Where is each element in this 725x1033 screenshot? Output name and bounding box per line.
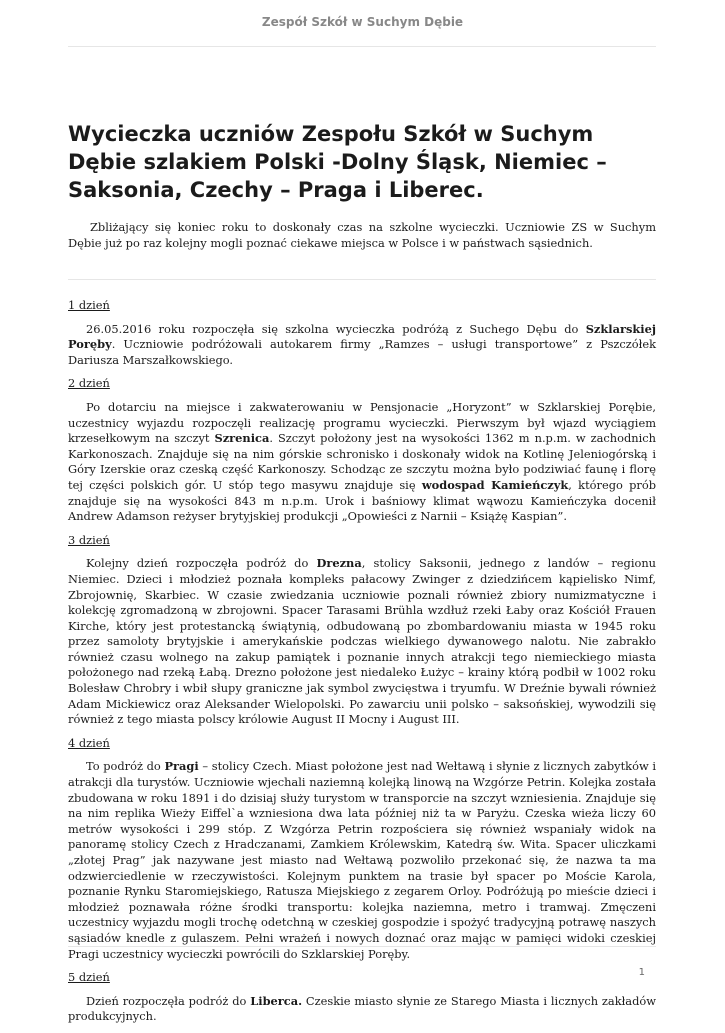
text-segment: 26.05.2016 roku rozpoczęła się szkolna wycieczka podróżą z Suchego Dębu do <box>86 321 586 336</box>
header-divider <box>68 46 656 47</box>
bold-text: Szrenica <box>214 431 270 446</box>
text-segment: To podróż do <box>86 759 165 774</box>
day-label: 4 dzień <box>68 735 110 750</box>
footer-divider <box>68 946 656 947</box>
day-label: 5 dzień <box>68 970 110 985</box>
text-segment: , stolicy Saksonii, jednego z landów – regionu Niemiec. Dzieci i młodzież poznała kompleks pałacowy Zwinger z dziedzińcem kąpielisko Nimf, Zbrojownię, Skarbiec. W czasie zwiedzania uczniowie poznali również zbiory numizmatyczne i kolekcję zgromadzoną w zbrojowni. Spacer Tarasami Brühla wzdłuż rzeki Łaby oraz Kościół Frauen Kirche, który jest protestancką świątynią, odbudowaną po zbombardowaniu miasta w 1945 roku przez samoloty brytyjskie i amerykańskie podczas wielkiego dywanowego nalotu. Nie zabrakło również czasu wolnego na zakup pamiątek i poznanie innych atrakcji tego niemieckiego miasta położonego nad rzeką Łabą. Drezno położone jest niedaleko Łużyc – krainy którą podbił w 1002 roku Bolesław Chrobry i wbił słupy graniczne jak symbol zwycięstwa i tryumfu. W Dreźnie bywali również Adam Mickiewicz oraz Aleksander Wielopolski. Po zawarciu unii polsko – saksońskiej, wywodzili się również z tego miasta polscy królowie August II Mocny i August III. <box>68 556 656 727</box>
text-segment: . Uczniowie podróżowali autokarem firmy „Ramzes – usługi transportowe” z Pszczółek Dariusza Marszałkowskiego. <box>68 337 656 367</box>
day-label: 1 dzień <box>68 298 110 312</box>
bold-text: Szklarskiej Poręby <box>68 321 656 352</box>
article-body <box>68 298 656 1033</box>
day-paragraph <box>68 556 656 728</box>
text-segment: Kolejny dzień rozpoczęła podróż do <box>86 556 317 571</box>
text-segment: Po dotarciu na miejsce i zakwaterowaniu w Pensjonacie „Horyzont” w Szklarskiej Porębie, uczestnicy wyjazdu rozpoczęli realizację programu wycieczki. Pierwszym był wjazd wyciągiem krzesełkowym na szczyt <box>68 399 656 446</box>
text-segment: – stolicy Czech. Miast położone jest nad Wełtawą i słynie z licznych zabytków i atrakcji dla turystów. Uczniowie wjechali naziemną kolejką linową na Wzgórze Petrin. Kolejka została zbudowana w roku 1891 i do dzisiaj służy turystom w transporcie na szczyt wzniesienia. Znajduje się na nim replika Wieży Eiffel`a wzniesiona dwa lata później niż ta w Paryżu. Czeska wieża liczy 60 metrów wysokości i 299 stóp. Z Wzgórza Petrin rozpościera się również wspaniały widok na panoramę stolicy Czech z Hradczanami, Zamkiem Królewskim, Katedrą św. Wita. Spacer uliczkami „złotej Prag” jak nazywane jest miasto nad Wełtawą pozwoliło przekonać się, że nazwa ta ma odzwierciedlenie w rzeczywistości. Kolejnym punktem na trasie był spacer po Moście Karola, poznanie Rynku Staromiejskiego, Ratusza Miejskiego z zegarem Orloy. Podróżują po mieście dzieci i młodzież poznawała różne środki transportu: kolejka naziemna, metro i tramwaj. Zmęczeni uczestnicy wyjazdu mogli trochę odetchną w czeskiej gospodzie i spożyć tradycyjną potrawę naszych sąsiadów knedle z gulaszem. Pełni wrażeń i nowych doznać oraz mając w pamięci widoki czeskiej Pragi uczestnicy wycieczki powrócili do Szklarskiej Poręby. <box>68 759 657 961</box>
day-paragraph <box>68 759 656 962</box>
day-label: 2 dzień <box>68 376 110 391</box>
article-intro: Zbliżający się koniec roku to doskonały czas na szkolne wycieczki. Uczniowie ZS w Suchym Dębie już po raz kolejny mogli poznać ciekawe miejsca w Polsce i w państwach sąsiednich. <box>68 220 656 250</box>
intro-divider <box>68 279 656 280</box>
text-segment: Dzień rozpoczęła podróż do <box>86 993 251 1008</box>
day-label: 3 dzień <box>68 532 110 547</box>
day-paragraph <box>68 400 656 525</box>
day-paragraph <box>68 994 656 1025</box>
bold-text: Drezna <box>316 556 362 571</box>
article-title: Wycieczka uczniów Zespołu Szkół w Suchym Dębie szlakiem Polski -Dolny Śląsk, Niemiec – Saksonia, Czechy – Praga i Liberec. <box>68 122 607 202</box>
page-number: 1 <box>638 967 645 978</box>
text-segment: . Szczyt położony jest na wysokości 1362 m n.p.m. w zachodnich Karkonoszach. Znajduje się na nim górskie schronisko i doskonały widok na Kotlinę Jeleniogórską i Góry Izerskie oraz czeską część Karkonoszy. Schodząc ze szczytu można było podziwiać faunę i florę tej części polskich gór. U stóp tego masywu znajduje się <box>68 431 656 492</box>
text-segment: , którego prób znajduje się na wysokości 843 m n.p.m. Urok i baśniowy klimat wąwozu Kamieńczyka docenił Andrew Adamson reżyser brytyjskiej produkcji „Opowieści z Narnii – Książę Kaspian”. <box>68 477 657 524</box>
bold-text: Pragi <box>164 759 199 774</box>
bold-text: Liberca. <box>250 993 303 1008</box>
site-header-title: Zespół Szkół w Suchym Dębie <box>261 15 464 29</box>
day-paragraph <box>68 322 656 369</box>
text-segment: Czeskie miasto słynie ze Starego Miasta i licznych zakładów produkcyjnych. <box>68 993 656 1024</box>
bold-text: wodospad Kamieńczyk <box>421 477 569 492</box>
